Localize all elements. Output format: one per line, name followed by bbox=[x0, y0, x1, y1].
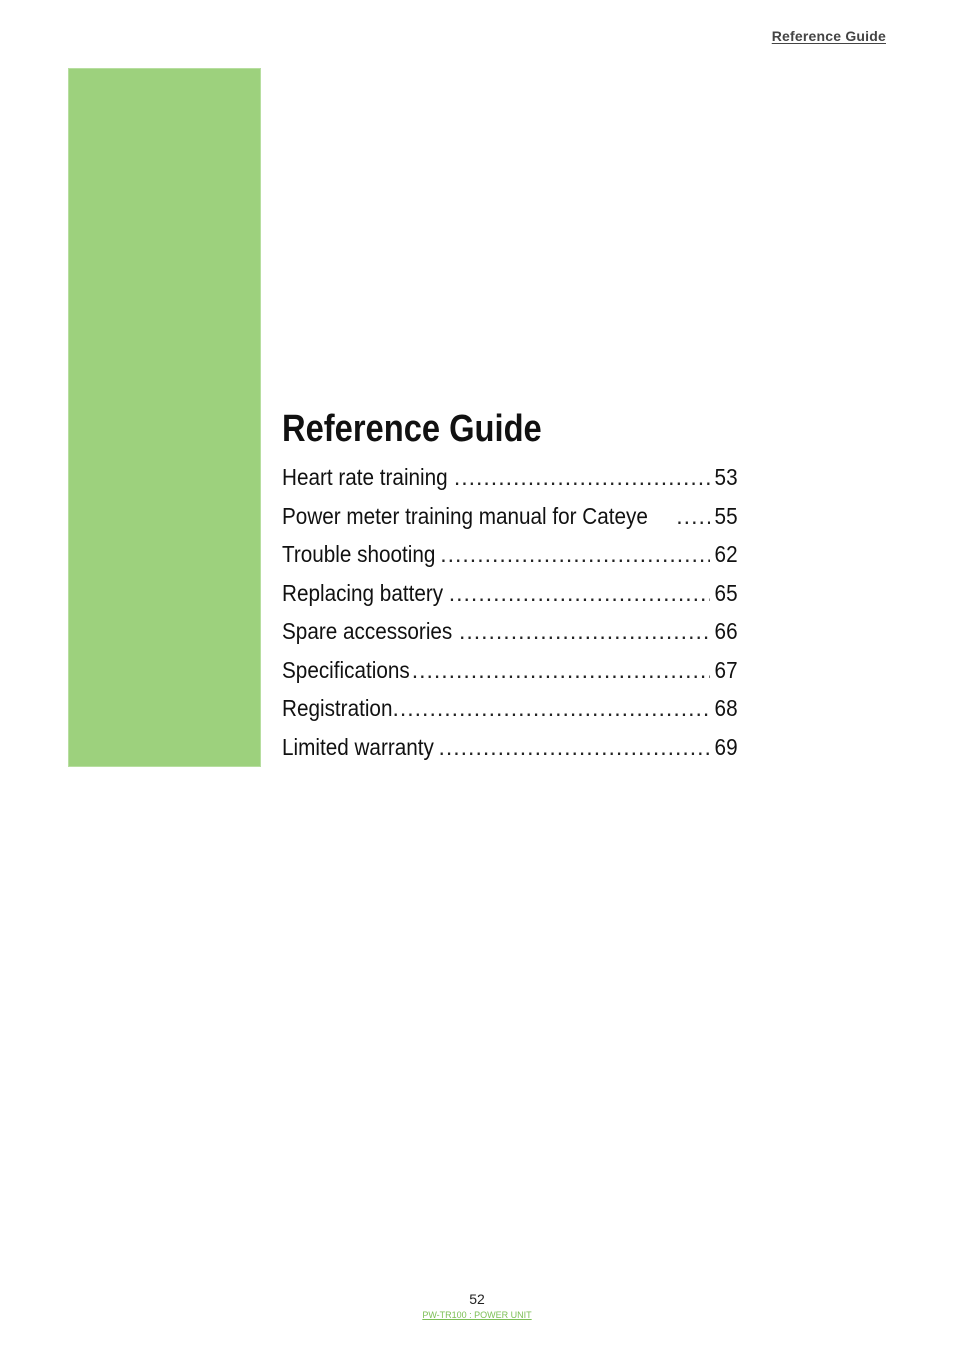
toc-item-page: 67 bbox=[714, 656, 738, 683]
toc-item-label: Trouble shooting bbox=[282, 541, 436, 567]
toc-item-power-meter-training[interactable] bbox=[282, 503, 738, 542]
toc-leader-dots bbox=[393, 695, 711, 722]
toc-leader-dots bbox=[440, 541, 710, 568]
toc-item-label: Registration bbox=[282, 695, 393, 721]
table-of-contents bbox=[282, 464, 738, 772]
toc-item-label: Power meter training manual for Cateye bbox=[282, 502, 648, 529]
toc-item-limited-warranty[interactable] bbox=[282, 734, 738, 773]
toc-leader-dots bbox=[454, 464, 711, 491]
toc-item-page: 66 bbox=[714, 618, 738, 644]
toc-item-spare-accessories[interactable] bbox=[282, 618, 738, 657]
toc-item-label: Heart rate training bbox=[282, 464, 448, 490]
toc-item-page: 53 bbox=[714, 464, 738, 490]
toc-item-label: Specifications bbox=[282, 656, 410, 683]
section-title: Reference Guide bbox=[282, 408, 542, 450]
toc-leader-dots bbox=[459, 618, 710, 645]
section-accent-block bbox=[68, 68, 261, 767]
header-reference-guide-link[interactable]: Reference Guide bbox=[771, 28, 886, 44]
toc-item-page: 65 bbox=[714, 579, 738, 606]
page-number: 52 bbox=[469, 1291, 485, 1307]
toc-item-replacing-battery[interactable] bbox=[282, 580, 738, 619]
toc-item-heart-rate-training[interactable] bbox=[282, 464, 738, 503]
toc-item-label: Replacing battery bbox=[282, 579, 444, 606]
footer-product-link[interactable]: PW-TR100 : POWER UNIT bbox=[422, 1310, 532, 1320]
toc-leader-dots bbox=[449, 580, 711, 607]
toc-leader-dots bbox=[676, 503, 710, 530]
toc-item-label: Spare accessories bbox=[282, 618, 453, 644]
toc-item-label: Limited warranty bbox=[282, 733, 434, 760]
toc-item-specifications[interactable] bbox=[282, 657, 738, 696]
toc-item-page: 62 bbox=[714, 541, 738, 567]
toc-item-page: 55 bbox=[714, 502, 738, 529]
toc-item-registration[interactable] bbox=[282, 695, 738, 734]
toc-leader-dots bbox=[412, 657, 711, 684]
toc-item-trouble-shooting[interactable] bbox=[282, 541, 738, 580]
toc-item-page: 69 bbox=[714, 733, 738, 760]
toc-item-page: 68 bbox=[714, 695, 738, 721]
toc-leader-dots bbox=[439, 734, 711, 761]
